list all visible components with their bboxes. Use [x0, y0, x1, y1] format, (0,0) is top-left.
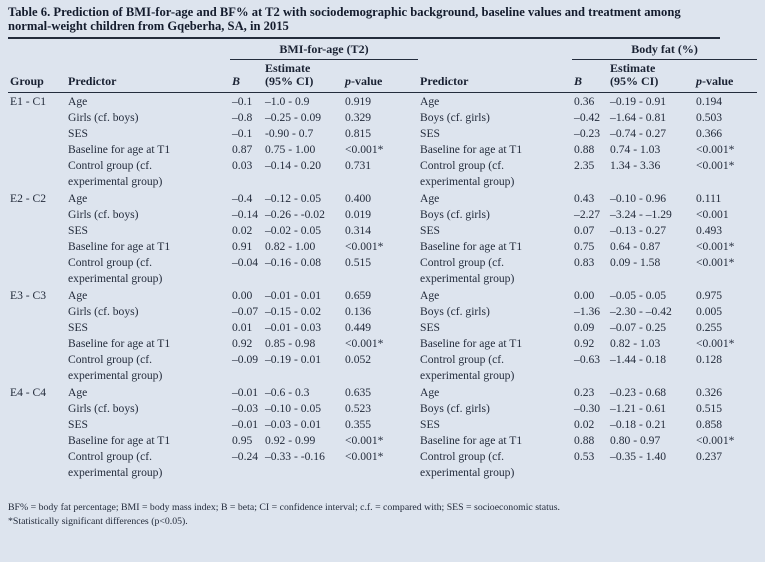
- spanner-row: [8, 43, 757, 59]
- pvalue-cell-bmi: 0.052: [345, 352, 372, 366]
- predictor-cell-bmi: Age: [68, 385, 88, 399]
- estimate-cell-bf: 1.34 - 3.36: [610, 158, 661, 172]
- predictor-cell-bmi: Girls (cf. boys): [68, 207, 139, 221]
- table-row: [8, 207, 757, 223]
- pvalue-cell-bf: <0.001: [696, 207, 729, 221]
- col-header-pvalue-bf: p-value: [694, 59, 757, 92]
- estimate-cell-bmi: 0.85 - 0.98: [265, 336, 316, 350]
- pvalue-cell-bf: 0.515: [696, 401, 723, 415]
- pvalue-cell-bf: <0.001*: [696, 239, 735, 253]
- estimate-cell-bmi: –0.26 - -0.02: [265, 207, 325, 221]
- pvalue-cell-bmi: 0.659: [345, 288, 372, 302]
- predictor-cell-bmi: Age: [68, 288, 88, 302]
- predictor-cell-bf: Age: [420, 94, 440, 108]
- b-cell-bf: 0.07: [574, 223, 595, 237]
- table-row: [8, 239, 757, 255]
- column-header-row: [8, 59, 757, 92]
- b-cell-bf: –0.63: [574, 352, 601, 366]
- estimate-cell-bf: 0.74 - 1.03: [610, 142, 661, 156]
- b-cell-bmi: 0.01: [232, 320, 253, 334]
- predictor-cell-bmi: Baseline for age at T1: [68, 433, 171, 447]
- table-row: [8, 336, 757, 352]
- predictor-cell-bmi: Control group (cf. experimental group): [68, 449, 163, 479]
- predictor-cell-bf: Boys (cf. girls): [420, 207, 490, 221]
- b-cell-bmi: 0.02: [232, 223, 253, 237]
- predictor-cell-bf: Boys (cf. girls): [420, 401, 490, 415]
- footnotes: [8, 501, 757, 529]
- estimate-cell-bmi: –0.01 - 0.01: [265, 288, 322, 302]
- estimate-cell-bmi: –0.14 - 0.20: [265, 158, 322, 172]
- pvalue-cell-bf: <0.001*: [696, 158, 735, 172]
- group-label: E4 - C4: [10, 385, 47, 399]
- table-row: [8, 255, 757, 287]
- table-row: [8, 110, 757, 126]
- pvalue-cell-bf: <0.001*: [696, 433, 735, 447]
- b-cell-bf: 0.02: [574, 417, 595, 431]
- table-title: Table 6. Prediction of BMI-for-age and BF% at T2 with sociodemographic background, baseline values and treatment among normal-weight children from Gqeberha, SA, in 2015: [8, 5, 720, 39]
- pvalue-cell-bmi: 0.400: [345, 191, 372, 205]
- predictor-cell-bmi: Age: [68, 191, 88, 205]
- b-cell-bf: –0.42: [574, 110, 601, 124]
- b-cell-bmi: 0.92: [232, 336, 253, 350]
- b-cell-bmi: –0.09: [232, 352, 259, 366]
- estimate-cell-bmi: 0.92 - 0.99: [265, 433, 316, 447]
- table-row: [8, 158, 757, 190]
- predictor-cell-bmi: Baseline for age at T1: [68, 336, 171, 350]
- pvalue-cell-bf: 0.975: [696, 288, 723, 302]
- estimate-cell-bf: –0.23 - 0.68: [610, 385, 667, 399]
- pvalue-cell-bf: <0.001*: [696, 142, 735, 156]
- predictor-cell-bf: Control group (cf. experimental group): [420, 158, 515, 188]
- pvalue-cell-bf: <0.001*: [696, 336, 735, 350]
- predictor-cell-bmi: SES: [68, 320, 88, 334]
- b-cell-bf: –0.23: [574, 126, 601, 140]
- pvalue-cell-bmi: 0.329: [345, 110, 372, 124]
- predictor-cell-bf: Baseline for age at T1: [420, 336, 523, 350]
- predictor-cell-bf: Boys (cf. girls): [420, 304, 490, 318]
- estimate-cell-bf: 0.64 - 0.87: [610, 239, 661, 253]
- estimate-cell-bf: –0.19 - 0.91: [610, 94, 667, 108]
- predictor-cell-bmi: SES: [68, 417, 88, 431]
- pvalue-cell-bmi: 0.515: [345, 255, 372, 269]
- predictor-cell-bf: SES: [420, 417, 440, 431]
- b-cell-bf: 0.83: [574, 255, 595, 269]
- estimate-cell-bf: 0.09 - 1.58: [610, 255, 661, 269]
- predictor-cell-bf: Baseline for age at T1: [420, 433, 523, 447]
- pvalue-cell-bmi: <0.001*: [345, 433, 384, 447]
- predictor-cell-bmi: Baseline for age at T1: [68, 142, 171, 156]
- col-header-predictor-bf: Predictor: [418, 59, 572, 92]
- estimate-cell-bf: –0.05 - 0.05: [610, 288, 667, 302]
- table-row: [8, 287, 757, 304]
- b-cell-bmi: –0.14: [232, 207, 259, 221]
- pvalue-cell-bmi: 0.523: [345, 401, 372, 415]
- pvalue-cell-bf: <0.001*: [696, 255, 735, 269]
- predictor-cell-bf: SES: [420, 320, 440, 334]
- b-cell-bf: 0.43: [574, 191, 595, 205]
- group-label: E1 - C1: [10, 94, 47, 108]
- b-cell-bmi: 0.95: [232, 433, 253, 447]
- b-cell-bf: 0.75: [574, 239, 595, 253]
- pvalue-cell-bf: 0.194: [696, 94, 723, 108]
- b-cell-bf: 0.09: [574, 320, 595, 334]
- pvalue-cell-bf: 0.858: [696, 417, 723, 431]
- predictor-cell-bf: Boys (cf. girls): [420, 110, 490, 124]
- b-cell-bmi: –0.01: [232, 417, 259, 431]
- predictor-cell-bmi: Control group (cf. experimental group): [68, 255, 163, 285]
- data-table: [8, 43, 757, 481]
- estimate-cell-bmi: –0.02 - 0.05: [265, 223, 322, 237]
- b-cell-bmi: –0.8: [232, 110, 253, 124]
- b-cell-bmi: –0.04: [232, 255, 259, 269]
- pvalue-cell-bmi: 0.731: [345, 158, 372, 172]
- predictor-cell-bmi: Control group (cf. experimental group): [68, 352, 163, 382]
- pvalue-cell-bmi: 0.355: [345, 417, 372, 431]
- b-cell-bf: 2.35: [574, 158, 595, 172]
- table-row: [8, 320, 757, 336]
- table-row: [8, 433, 757, 449]
- estimate-cell-bf: –1.21 - 0.61: [610, 401, 667, 415]
- predictor-cell-bmi: SES: [68, 223, 88, 237]
- predictor-cell-bf: SES: [420, 223, 440, 237]
- estimate-cell-bf: –2.30 - –0.42: [610, 304, 672, 318]
- predictor-cell-bmi: Girls (cf. boys): [68, 110, 139, 124]
- b-cell-bf: 0.88: [574, 142, 595, 156]
- predictor-cell-bf: Control group (cf. experimental group): [420, 352, 515, 382]
- estimate-cell-bf: 0.80 - 0.97: [610, 433, 661, 447]
- estimate-cell-bf: –0.35 - 1.40: [610, 449, 667, 463]
- b-cell-bf: 0.92: [574, 336, 595, 350]
- col-header-pvalue-bmi: p-value: [343, 59, 418, 92]
- pvalue-cell-bf: 0.326: [696, 385, 723, 399]
- b-cell-bmi: 0.91: [232, 239, 253, 253]
- group-label: E2 - C2: [10, 191, 47, 205]
- estimate-cell-bf: –0.13 - 0.27: [610, 223, 667, 237]
- footnote-significance: *Statistically significant differences (p<0.05).: [8, 515, 188, 527]
- b-cell-bmi: 0.03: [232, 158, 253, 172]
- b-cell-bmi: –0.24: [232, 449, 259, 463]
- col-header-b-bmi: B: [230, 59, 263, 92]
- table-row: [8, 223, 757, 239]
- b-cell-bmi: –0.1: [232, 126, 253, 140]
- b-cell-bf: 0.88: [574, 433, 595, 447]
- estimate-cell-bf: –3.24 - –1.29: [610, 207, 672, 221]
- pvalue-cell-bmi: 0.314: [345, 223, 372, 237]
- b-cell-bf: 0.53: [574, 449, 595, 463]
- b-cell-bf: –1.36: [574, 304, 601, 318]
- b-cell-bmi: 0.87: [232, 142, 253, 156]
- col-header-group: Group: [8, 59, 66, 92]
- pvalue-cell-bmi: 0.815: [345, 126, 372, 140]
- table-row: [8, 401, 757, 417]
- estimate-cell-bmi: –0.19 - 0.01: [265, 352, 322, 366]
- predictor-cell-bf: Age: [420, 288, 440, 302]
- estimate-cell-bf: –0.10 - 0.96: [610, 191, 667, 205]
- estimate-cell-bmi: –1.0 - 0.9: [265, 94, 310, 108]
- table-row: [8, 190, 757, 207]
- spanner-bmi-for-age: BMI-for-age (T2): [230, 43, 418, 59]
- b-cell-bmi: 0.00: [232, 288, 253, 302]
- predictor-cell-bf: Age: [420, 385, 440, 399]
- estimate-cell-bmi: –0.03 - 0.01: [265, 417, 322, 431]
- predictor-cell-bmi: Baseline for age at T1: [68, 239, 171, 253]
- col-header-b-bf: B: [572, 59, 608, 92]
- predictor-cell-bf: Age: [420, 191, 440, 205]
- estimate-cell-bf: –0.07 - 0.25: [610, 320, 667, 334]
- b-cell-bf: 0.00: [574, 288, 595, 302]
- estimate-cell-bf: –1.64 - 0.81: [610, 110, 667, 124]
- col-header-estimate-bmi: Estimate (95% CI): [263, 59, 343, 92]
- pvalue-cell-bmi: <0.001*: [345, 449, 384, 463]
- b-cell-bmi: –0.1: [232, 94, 253, 108]
- estimate-cell-bmi: –0.33 - -0.16: [265, 449, 325, 463]
- pvalue-cell-bmi: <0.001*: [345, 239, 384, 253]
- col-header-estimate-bf: Estimate (95% CI): [608, 59, 694, 92]
- pvalue-cell-bmi: <0.001*: [345, 336, 384, 350]
- estimate-cell-bmi: –0.15 - 0.02: [265, 304, 322, 318]
- estimate-cell-bf: 0.82 - 1.03: [610, 336, 661, 350]
- estimate-cell-bmi: –0.25 - 0.09: [265, 110, 322, 124]
- table-row: [8, 352, 757, 384]
- estimate-cell-bmi: 0.82 - 1.00: [265, 239, 316, 253]
- pvalue-cell-bf: 0.366: [696, 126, 723, 140]
- estimate-cell-bmi: 0.75 - 1.00: [265, 142, 316, 156]
- estimate-cell-bmi: –0.10 - 0.05: [265, 401, 322, 415]
- table-row: [8, 417, 757, 433]
- b-cell-bmi: –0.03: [232, 401, 259, 415]
- predictor-cell-bf: Control group (cf. experimental group): [420, 255, 515, 285]
- pvalue-cell-bmi: <0.001*: [345, 142, 384, 156]
- predictor-cell-bmi: Girls (cf. boys): [68, 304, 139, 318]
- footnote-abbreviations: BF% = body fat percentage; BMI = body mass index; B = beta; CI = confidence interval; c.f. = compared with; SES = socioeconomic status.: [8, 501, 560, 513]
- pvalue-cell-bf: 0.111: [696, 191, 722, 205]
- pvalue-cell-bmi: 0.136: [345, 304, 372, 318]
- b-cell-bf: –0.30: [574, 401, 601, 415]
- predictor-cell-bmi: SES: [68, 126, 88, 140]
- pvalue-cell-bf: 0.237: [696, 449, 723, 463]
- pvalue-cell-bf: 0.128: [696, 352, 723, 366]
- estimate-cell-bf: –1.44 - 0.18: [610, 352, 667, 366]
- estimate-cell-bmi: –0.12 - 0.05: [265, 191, 322, 205]
- predictor-cell-bmi: Age: [68, 94, 88, 108]
- estimate-cell-bmi: –0.01 - 0.03: [265, 320, 322, 334]
- table-row: [8, 126, 757, 142]
- group-label: E3 - C3: [10, 288, 47, 302]
- table-row: [8, 449, 757, 481]
- pvalue-cell-bmi: 0.019: [345, 207, 372, 221]
- predictor-cell-bf: SES: [420, 126, 440, 140]
- estimate-cell-bmi: –0.6 - 0.3: [265, 385, 310, 399]
- pvalue-cell-bmi: 0.635: [345, 385, 372, 399]
- table-body: [8, 92, 757, 481]
- spanner-body-fat: Body fat (%): [572, 43, 757, 59]
- b-cell-bf: –2.27: [574, 207, 601, 221]
- predictor-cell-bmi: Girls (cf. boys): [68, 401, 139, 415]
- pvalue-cell-bmi: 0.449: [345, 320, 372, 334]
- estimate-cell-bf: –0.18 - 0.21: [610, 417, 667, 431]
- b-cell-bf: 0.23: [574, 385, 595, 399]
- estimate-cell-bmi: –0.16 - 0.08: [265, 255, 322, 269]
- b-cell-bmi: –0.4: [232, 191, 253, 205]
- predictor-cell-bf: Baseline for age at T1: [420, 239, 523, 253]
- pvalue-cell-bmi: 0.919: [345, 94, 372, 108]
- table-row: [8, 304, 757, 320]
- pvalue-cell-bf: 0.503: [696, 110, 723, 124]
- col-header-predictor-bmi: Predictor: [66, 59, 230, 92]
- pvalue-cell-bf: 0.255: [696, 320, 723, 334]
- pvalue-cell-bf: 0.493: [696, 223, 723, 237]
- b-cell-bf: 0.36: [574, 94, 595, 108]
- estimate-cell-bf: –0.74 - 0.27: [610, 126, 667, 140]
- predictor-cell-bmi: Control group (cf. experimental group): [68, 158, 163, 188]
- estimate-cell-bmi: -0.90 - 0.7: [265, 126, 314, 140]
- table-row: [8, 384, 757, 401]
- predictor-cell-bf: Baseline for age at T1: [420, 142, 523, 156]
- pvalue-cell-bf: 0.005: [696, 304, 723, 318]
- b-cell-bmi: –0.07: [232, 304, 259, 318]
- table-row: [8, 142, 757, 158]
- predictor-cell-bf: Control group (cf. experimental group): [420, 449, 515, 479]
- spanner-spacer-mid: [418, 43, 572, 59]
- table-row: [8, 92, 757, 110]
- spanner-spacer: [8, 43, 230, 59]
- b-cell-bmi: –0.01: [232, 385, 259, 399]
